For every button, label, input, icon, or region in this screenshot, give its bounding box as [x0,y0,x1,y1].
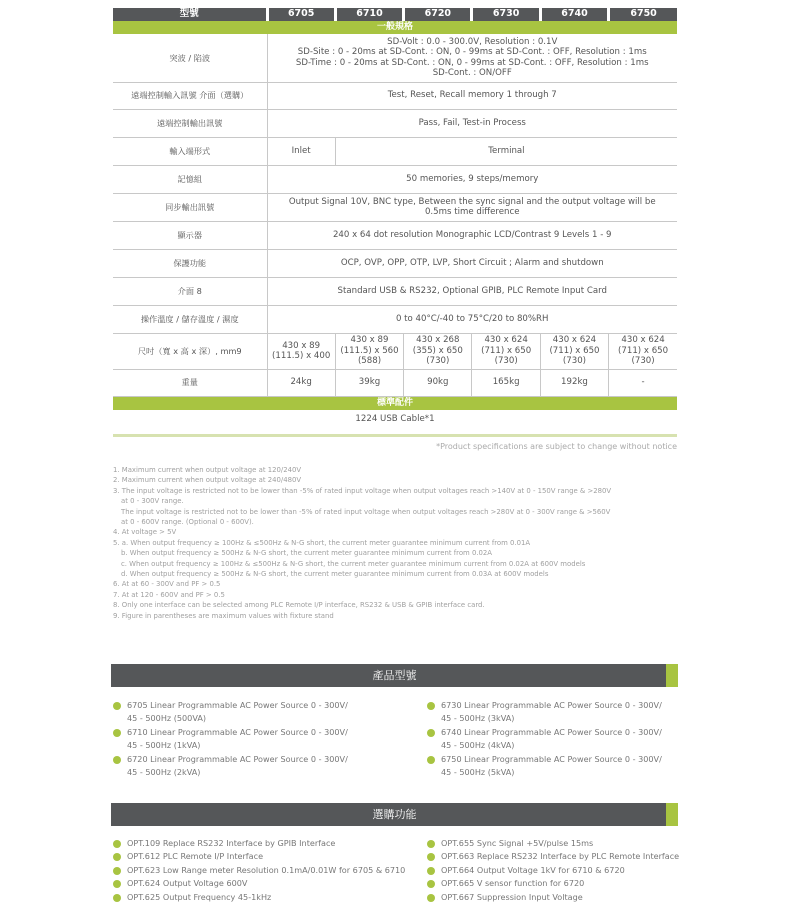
list-item: OPT.624 Output Voltage 600V [113,877,423,890]
table-row [113,109,677,137]
spec-notice: *Product specifications are subject to change without notice [436,442,677,451]
row-label: 顯示器 [113,221,267,249]
options-list-left [113,837,423,904]
row-value: 430 x 624 (711) x 650 (730) [540,333,608,369]
row-label: 操作溫度 / 儲存溫度 / 濕度 [113,305,267,333]
row-value: 90kg [404,369,472,396]
table-row [113,333,677,369]
list-item: 6730 Linear Programmable AC Power Source 0 - 300V/ 45 - 500Hz (3kVA) [427,699,692,726]
row-label: 遠端控制輸入訊號 介面（選購） [113,82,267,109]
row-value: Output Signal 10V, BNC type, Between the sync signal and the output voltage will be 0.5ms time difference [267,193,677,221]
model-column-header: 6710 [335,8,403,21]
options-section-header [111,803,678,826]
table-row [113,369,677,396]
list-item: OPT.663 Replace RS232 Interface by PLC Remote Interface [427,850,697,863]
models-section-header [111,664,678,687]
table-row [113,249,677,277]
row-label: 重量 [113,369,267,396]
footnote: at 0 - 600V range. (Optional 0 - 600V). [121,518,254,527]
row-label: 介面 8 [113,277,267,305]
footnotes [113,465,693,621]
row-value: 192kg [540,369,608,396]
list-item: 6740 Linear Programmable AC Power Source 0 - 300V/ 45 - 500Hz (4kVA) [427,726,692,753]
table-row [113,193,677,221]
accessories-band [113,396,677,410]
accent-square [666,803,678,826]
row-value: 240 x 64 dot resolution Monographic LCD/Contrast 9 Levels 1 - 9 [267,221,677,249]
options-list-right [427,837,697,904]
row-value: 165kg [472,369,540,396]
model-column-header: 6750 [609,8,677,21]
accessories-value: 1224 USB Cable*1 [355,414,435,425]
footnote: 3. The input voltage is restricted not to be lower than -5% of rated input voltage when output voltages reach >140V at 0 - 150V range & >280V [113,486,612,495]
footnote: 8. Only one interface can be selected among PLC Remote I/P interface, RS232 & USB & GPIB interface card. [113,601,485,610]
footnote: 1. Maximum current when output voltage at 120/240V [113,466,302,474]
row-value: Test, Reset, Recall memory 1 through 7 [267,82,677,109]
divider [113,434,677,437]
footnote: at 0 - 300V range. [121,497,184,506]
table-header-row [113,8,677,21]
row-value: 24kg [267,369,335,396]
accent-square [666,664,678,687]
list-item: OPT.655 Sync Signal +5V/pulse 15ms [427,837,697,850]
model-column-header: 6730 [472,8,540,21]
row-label: 突波 / 陷波 [113,34,267,82]
list-item: 6705 Linear Programmable AC Power Source 0 - 300V/ 45 - 500Hz (500VA) [113,699,413,726]
row-value: Pass, Fail, Test-in Process [267,109,677,137]
spec-table [113,8,677,430]
list-item: 6720 Linear Programmable AC Power Source 0 - 300V/ 45 - 500Hz (2kVA) [113,753,413,780]
footnote: 6. At at 60 - 300V and PF > 0.5 [113,580,221,589]
list-item: OPT.665 V sensor function for 6720 [427,877,697,890]
footnote: c. When output frequency ≥ 100Hz & ≤500Hz & N-G short, the current meter guarantee minimum current from 0.02A at 600V models [121,559,586,568]
accessories-title: 標準配件 [113,396,677,410]
model-column-header: 6705 [267,8,335,21]
general-specs-title: 一般規格 [113,21,677,34]
row-value: 50 memories, 9 steps/memory [267,165,677,193]
row-label: 同步輸出訊號 [113,193,267,221]
footnote: 5. a. When output frequency ≥ 100Hz & ≤500Hz & N-G short, the current meter guarantee minimum current from 0.01A [113,538,531,547]
model-label-header: 型號 [113,8,267,21]
model-column-header: 6720 [404,8,472,21]
table-row [113,165,677,193]
models-list-right [427,699,692,779]
footnote: 9. Figure in parentheses are maximum values with fixture stand [113,611,334,620]
footnote: d. When output frequency ≥ 500Hz & N-G short, the current meter guarantee minimum current from 0.03A at 600V models [121,570,549,579]
row-label: 輸入端形式 [113,137,267,165]
row-value: OCP, OVP, OPP, OTP, LVP, Short Circuit ; Alarm and shutdown [267,249,677,277]
table-row [113,137,677,165]
general-specs-band [113,21,677,34]
table-row [113,221,677,249]
row-label: 保護功能 [113,249,267,277]
footnote: b. When output frequency ≥ 500Hz & N-G short, the current meter guarantee minimum current from 0.02A [121,549,493,558]
options-section-title: 選購功能 [372,808,417,821]
list-item: OPT.612 PLC Remote I/P Interface [113,850,423,863]
list-item: OPT.625 Output Frequency 45-1kHz [113,891,423,904]
row-value: 39kg [335,369,403,396]
footnote: 4. At voltage > 5V [113,528,177,537]
footnote: 7. At at 120 - 600V and PF > 0.5 [113,590,225,599]
accessories-row [113,410,677,430]
row-value: Inlet [267,137,335,165]
list-item: OPT.664 Output Voltage 1kV for 6710 & 6720 [427,864,697,877]
row-value: 430 x 624 (711) x 650 (730) [472,333,540,369]
table-row [113,277,677,305]
row-value: 0 to 40°C/-40 to 75°C/20 to 80%RH [267,305,677,333]
footnote: The input voltage is restricted not to be lower than -5% of rated input voltage when output voltages reach >280V at 0 - 300V range & >560V [121,507,611,516]
table-row [113,305,677,333]
row-label: 尺吋（寬 x 高 x 深）, mm9 [113,333,267,369]
row-value: Standard USB & RS232, Optional GPIB, PLC Remote Input Card [267,277,677,305]
row-label: 遠端控制輸出訊號 [113,109,267,137]
row-value: 430 x 89 (111.5) x 400 [267,333,335,369]
row-label: 記憶組 [113,165,267,193]
row-value: Terminal [335,137,677,165]
row-value: 430 x 268 (355) x 650 (730) [404,333,472,369]
row-value: 430 x 624 (711) x 650 (730) [609,333,677,369]
list-item: OPT.109 Replace RS232 Interface by GPIB Interface [113,837,423,850]
table-row [113,34,677,82]
footnote: 2. Maximum current when output voltage at 240/480V [113,476,302,485]
models-list-left [113,699,413,779]
row-value: 430 x 89 (111.5) x 560 (588) [335,333,403,369]
list-item: OPT.667 Suppression Input Voltage [427,891,697,904]
list-item: OPT.623 Low Range meter Resolution 0.1mA/0.01W for 6705 & 6710 [113,864,423,877]
row-value: - [609,369,677,396]
table-row [113,82,677,109]
models-section-title: 產品型號 [372,669,417,682]
list-item: 6710 Linear Programmable AC Power Source 0 - 300V/ 45 - 500Hz (1kVA) [113,726,413,753]
list-item: 6750 Linear Programmable AC Power Source 0 - 300V/ 45 - 500Hz (5kVA) [427,753,692,780]
row-value: SD-Volt : 0.0 - 300.0V, Resolution : 0.1V SD-Site : 0 - 20ms at SD-Cont. : ON, 0 - 99ms at SD-Cont. : OFF, Resolution : 1ms SD-Time : 0 - 20ms at SD-Cont. : ON, 0 - 99ms at SD-Cont. : OFF, Resolution : 1ms SD-Cont. : ON/OFF [267,34,677,82]
model-column-header: 6740 [540,8,608,21]
